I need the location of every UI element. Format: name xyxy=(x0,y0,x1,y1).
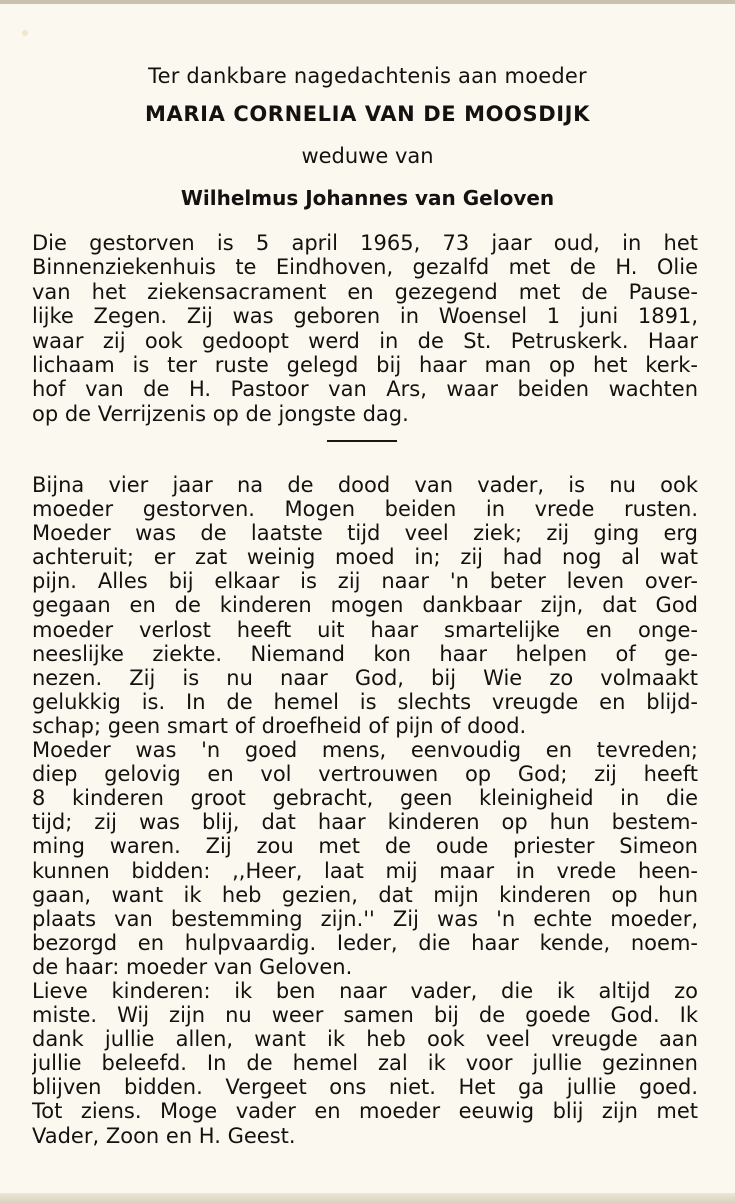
text-line: bezorgd en hulpvaardig. Ieder, die haar kende, noem- xyxy=(32,930,698,955)
text-line: moeder verlost heeft uit haar smartelijke en onge- xyxy=(32,617,698,642)
text-line: Tot ziens. Moge vader en moeder eeuwig blij zijn met xyxy=(32,1099,698,1124)
text-line: moeder gestorven. Mogen beiden in vrede rusten. xyxy=(32,497,698,522)
section-divider xyxy=(327,440,397,442)
text-line: achteruit; er zat weinig moed in; zij had nog al wat xyxy=(32,545,698,570)
text-line: schap; geen smart of droefheid of pijn of dood. xyxy=(32,713,527,738)
widow-of-line: weduwe van xyxy=(301,144,434,168)
text-line: nezen. Zij is nu naar God, bij Wie zo volmaakt xyxy=(32,665,698,690)
text-line: Lieve kinderen: ik ben naar vader, die ik altijd zo xyxy=(32,978,698,1003)
card-top-edge xyxy=(0,0,735,4)
text-line: tijd; zij was blij, dat haar kinderen op hun bestem- xyxy=(32,810,698,835)
text-line: dank jullie allen, want ik heb ook veel vreugde aan xyxy=(32,1027,698,1052)
text-line: op de Verrijzenis op de jongste dag. xyxy=(32,401,409,426)
text-line: miste. Wij zijn nu weer samen bij de goede God. Ik xyxy=(32,1003,698,1028)
text-line: diep gelovig en vol vertrouwen op God; zij heeft xyxy=(32,762,698,787)
text-line: blijven bidden. Vergeet ons niet. Het ga jullie goed. xyxy=(32,1075,698,1100)
paper-stain xyxy=(22,30,28,36)
text-line: Die gestorven is 5 april 1965, 73 jaar oud, in het xyxy=(32,231,698,255)
text-line: van het ziekensacrament en gezegend met de Pause- xyxy=(32,279,698,304)
text-line: ming waren. Zij zou met de oude priester Simeon xyxy=(32,834,698,859)
text-line: Moeder was 'n goed mens, eenvoudig en tevreden; xyxy=(32,738,698,763)
text-line: gegaan en de kinderen mogen dankbaar zijn, dat God xyxy=(32,593,698,618)
memorial-text-paragraph xyxy=(32,473,698,1148)
text-line: neeslijke ziekte. Niemand kon haar helpen of ge- xyxy=(32,641,698,666)
text-line: pijn. Alles bij elkaar is zij naar 'n beter leven over- xyxy=(32,569,698,594)
deceased-name: MARIA CORNELIA VAN DE MOOSDIJK xyxy=(145,102,590,126)
text-line: Vader, Zoon en H. Geest. xyxy=(32,1123,296,1148)
text-line: gaan, want ik heb gezien, dat mijn kinderen op hun xyxy=(32,882,698,907)
text-line: lijke Zegen. Zij was geboren in Woensel 1 juni 1891, xyxy=(32,304,698,329)
dedication-line: Ter dankbare nagedachtenis aan moeder xyxy=(148,64,587,88)
text-line: plaats van bestemming zijn.'' Zij was 'n echte moeder, xyxy=(32,906,698,931)
text-line: de haar: moeder van Geloven. xyxy=(32,954,353,979)
card-header xyxy=(0,60,735,214)
text-line: hof van de H. Pastoor van Ars, waar beiden wachten xyxy=(32,377,698,402)
text-line: Bijna vier jaar na de dood van vader, is nu ook xyxy=(32,473,698,497)
text-line: kunnen bidden: ,,Heer, laat mij maar in vrede heen- xyxy=(32,858,698,883)
text-line: Binnenziekenhuis te Eindhoven, gezalfd met de H. Olie xyxy=(32,255,698,280)
husband-name: Wilhelmus Johannes van Geloven xyxy=(180,186,555,210)
text-line: gelukkig is. In de hemel is slechts vreugde en blijd- xyxy=(32,689,698,714)
text-line: 8 kinderen groot gebracht, geen kleinigheid in die xyxy=(32,786,698,811)
text-line: jullie beleefd. In de hemel zal ik voor jullie gezinnen xyxy=(32,1051,698,1076)
text-line: Moeder was de laatste tijd veel ziek; zij ging erg xyxy=(32,521,698,546)
death-details-paragraph xyxy=(32,231,698,426)
text-line: lichaam is ter ruste gelegd bij haar man op het kerk- xyxy=(32,353,698,378)
card-bottom-edge xyxy=(0,1193,735,1203)
text-line: waar zij ook gedoopt werd in de St. Petruskerk. Haar xyxy=(32,328,698,353)
